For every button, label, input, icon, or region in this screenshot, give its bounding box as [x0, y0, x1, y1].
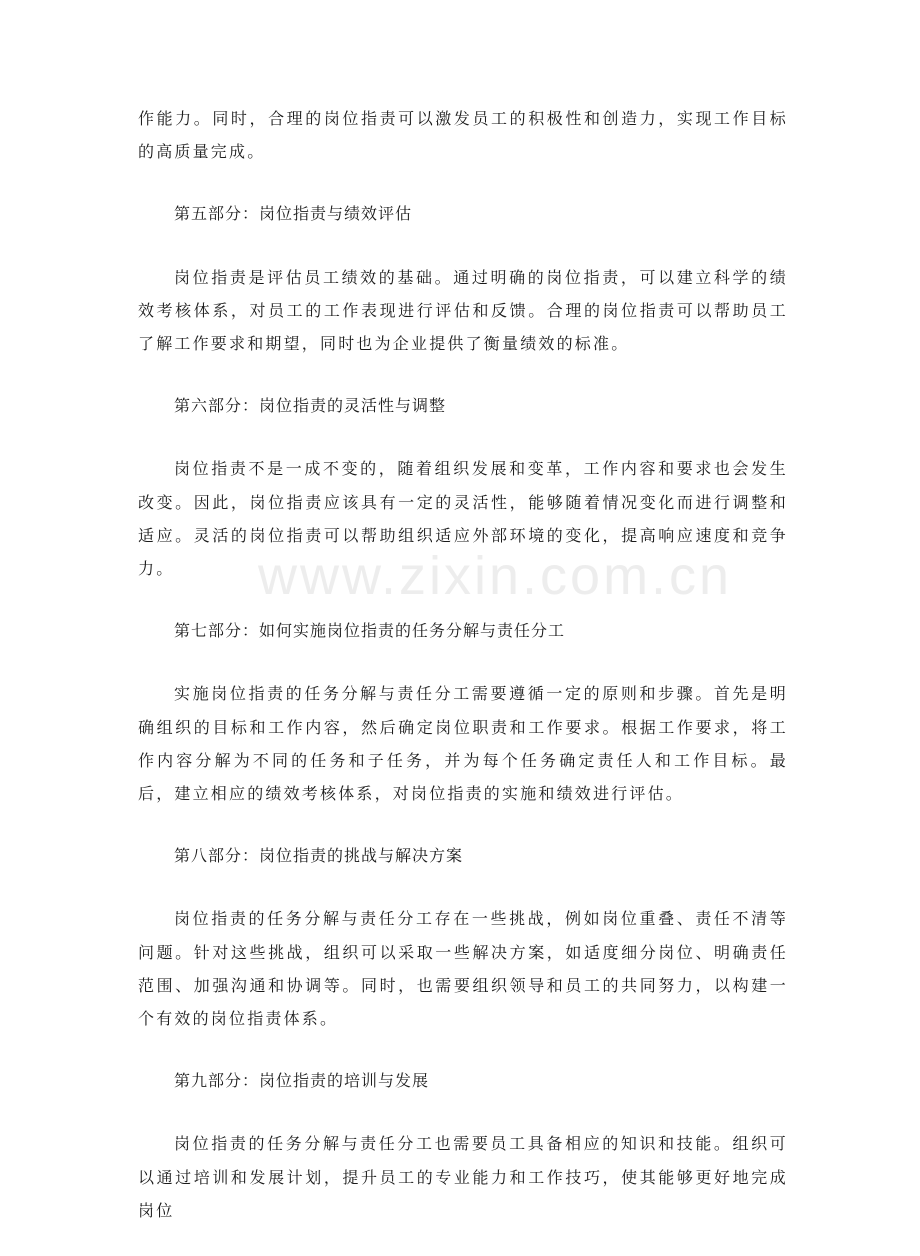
section-heading-8: 第八部分：岗位指责的挑战与解决方案: [174, 846, 464, 866]
section-heading-5: 第五部分：岗位指责与绩效评估: [174, 204, 413, 224]
section-body-9: 岗位指责的任务分解与责任分工也需要员工具备相应的知识和技能。组织可以通过培训和发展计划，提升员工的专业能力和工作技巧，使其能够更好地完成岗位: [138, 1134, 788, 1220]
section-heading-7: 第七部分：如何实施岗位指责的任务分解与责任分工: [174, 621, 566, 641]
section-heading-6: 第六部分：岗位指责的灵活性与调整: [174, 396, 447, 416]
section-body-7: 实施岗位指责的任务分解与责任分工需要遵循一定的原则和步骤。首先是明确组织的目标和工作内容，然后确定岗位职责和工作要求。根据工作要求，将工作内容分解为不同的任务和子任务，并为每个任务确定责任人和工作目标。最后，建立相应的绩效考核体系，对岗位指责的实施和绩效进行评估。: [138, 684, 788, 804]
document-body: [138, 102, 788, 1256]
section-heading-9: 第九部分：岗位指责的培训与发展: [174, 1071, 430, 1091]
watermark: www.zixin.com.cn: [258, 546, 733, 606]
section-body-6: 岗位指责不是一成不变的，随着组织发展和变革，工作内容和要求也会发生改变。因此，岗位指责应该具有一定的灵活性，能够随着情况变化而进行调整和适应。灵活的岗位指责可以帮助组织适应外部环境的变化，提高响应速度和竞争力。: [138, 459, 788, 579]
intro-paragraph: 作能力。同时，合理的岗位指责可以激发员工的积极性和创造力，实现工作目标的高质量完成。: [138, 109, 788, 162]
section-body-8: 岗位指责的任务分解与责任分工存在一些挑战，例如岗位重叠、责任不清等问题。针对这些挑战，组织可以采取一些解决方案，如适度细分岗位、明确责任范围、加强沟通和协调等。同时，也需要组织领导和员工的共同努力，以构建一个有效的岗位指责体系。: [138, 909, 788, 1029]
section-body-5: 岗位指责是评估员工绩效的基础。通过明确的岗位指责，可以建立科学的绩效考核体系，对员工的工作表现进行评估和反馈。合理的岗位指责可以帮助员工了解工作要求和期望，同时也为企业提供了衡量绩效的标准。: [138, 267, 788, 354]
